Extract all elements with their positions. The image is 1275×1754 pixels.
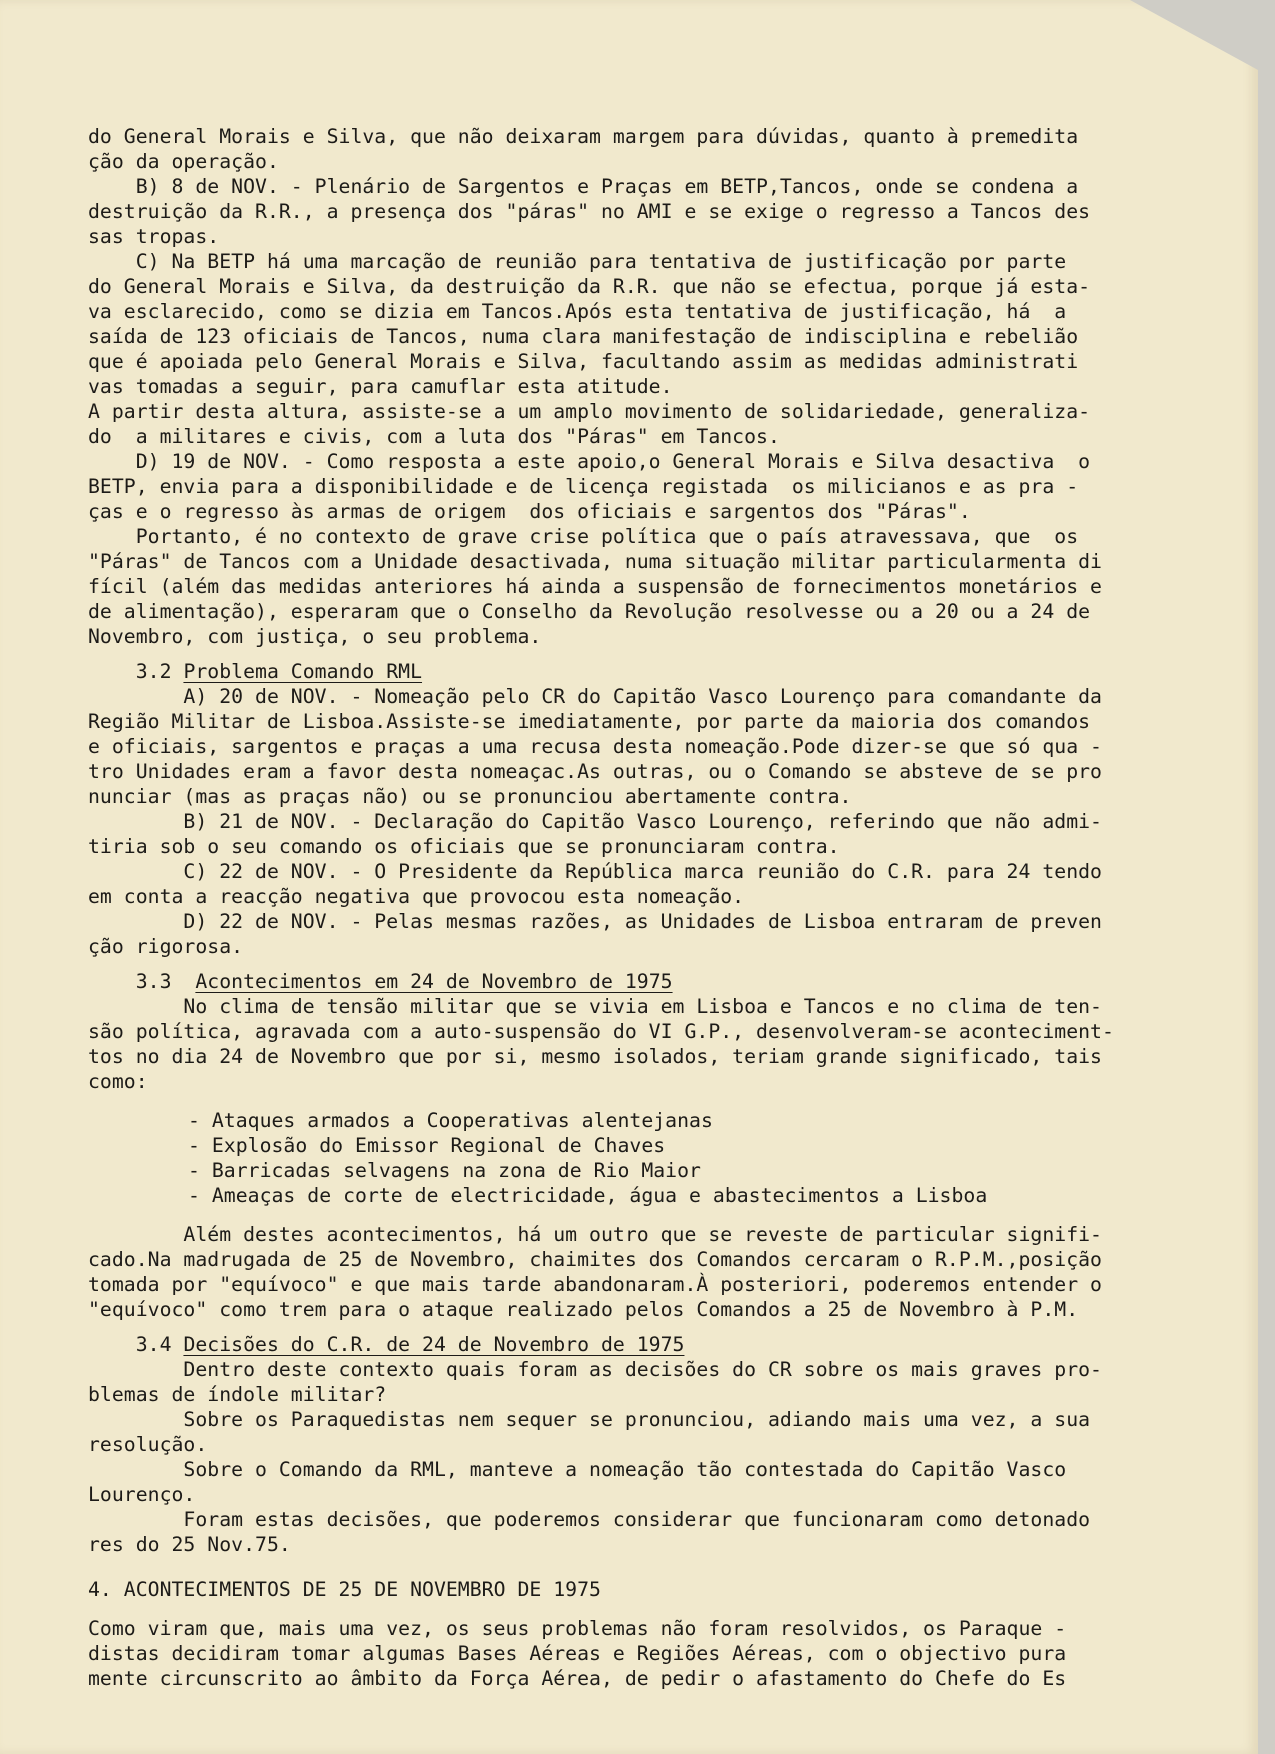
text-line: BETP, envia para a disponibilidade e de licença registada os milicianos e as pra - xyxy=(88,475,1079,498)
section-title: Acontecimentos em 24 de Novembro de 1975 xyxy=(195,970,673,993)
text-line: blemas de índole militar? xyxy=(88,1383,387,1406)
text-line: mente circunscrito ao âmbito da Força Aérea, de pedir o afastamento do Chefe do Es xyxy=(88,1667,1067,1690)
text-line: D) 22 de NOV. - Pelas mesmas razões, as Unidades de Lisboa entraram de preven xyxy=(88,910,1102,933)
text-line: No clima de tensão militar que se vivia em Lisboa e Tancos e no clima de ten- xyxy=(88,995,1102,1018)
text-line: "equívoco" como trem para o ataque realizado pelos Comandos a 25 de Novembro à P.M. xyxy=(88,1298,1079,1321)
section-title: Problema Comando RML xyxy=(183,660,423,683)
text-line: do General Morais e Silva, da destruição da R.R. que não se efectua, porque já esta- xyxy=(88,275,1091,298)
text-line: B) 8 de NOV. - Plenário de Sargentos e Praças em BETP,Tancos, onde se condena a xyxy=(88,175,1079,198)
text-line: nunciar (mas as praças não) ou se pronunciou abertamente contra. xyxy=(88,785,852,808)
text-line: A partir desta altura, assiste-se a um amplo movimento de solidariedade, generaliza- xyxy=(88,400,1091,423)
text-line: fícil (além das medidas anteriores há ainda a suspensão de fornecimentos monetários e xyxy=(88,575,1102,598)
text-line: em conta a reacção negativa que provocou esta nomeação. xyxy=(88,885,745,908)
list-item: - Barricadas selvagens na zona de Rio Maior xyxy=(188,1159,701,1182)
text-line: B) 21 de NOV. - Declaração do Capitão Vasco Lourenço, referindo que não admi- xyxy=(88,810,1102,833)
section-heading-3-2 xyxy=(88,659,1168,684)
text-line: são política, agravada com a auto-suspensão do VI G.P., desenvolveram-se aconteciment- xyxy=(88,1020,1114,1043)
paragraph-c-betp xyxy=(88,249,1168,449)
section-number: 3.3 xyxy=(88,970,196,993)
section-heading-3-3 xyxy=(88,969,1168,994)
text-line: e oficiais, sargentos e praças a uma recusa desta nomeação.Pode dizer-se que só qua - xyxy=(88,735,1102,758)
text-line: tiria sob o seu comando os oficiais que se pronunciaram contra. xyxy=(88,835,840,858)
text-line: cado.Na madrugada de 25 de Novembro, chaimites dos Comandos cercaram o R.P.M.,posição xyxy=(88,1248,1102,1271)
text-line: Região Militar de Lisboa.Assiste-se imediatamente, por parte da maioria dos comandos xyxy=(88,710,1091,733)
section-heading-3-4 xyxy=(88,1332,1168,1357)
text-line: Novembro, com justiça, o seu problema. xyxy=(88,625,542,648)
text-line: do a militares e civis, com a luta dos "Páras" em Tancos. xyxy=(88,425,780,448)
text-line: destruição da R.R., a presença dos "páras" no AMI e se exige o regresso a Tancos des xyxy=(88,200,1091,223)
text-line: Foram estas decisões, que poderemos considerar que funcionaram como detonado xyxy=(88,1508,1091,1531)
paragraph-d-19-nov xyxy=(88,449,1168,524)
text-line: Sobre os Paraquedistas nem sequer se pronunciou, adiando mais uma vez, a sua xyxy=(88,1408,1091,1431)
text-line: tomada por "equívoco" e que mais tarde abandonaram.À posteriori, poderemos entender o xyxy=(88,1273,1102,1296)
text-line: vas tomadas a seguir, para camuflar esta atitude. xyxy=(88,375,673,398)
text-line: de alimentação), esperaram que o Conselho da Revolução resolvesse ou a 20 ou a 24 de xyxy=(88,600,1091,623)
text-line: ção rigorosa. xyxy=(88,935,244,958)
text-line: C) 22 de NOV. - O Presidente da República marca reunião do C.R. para 24 tendo xyxy=(88,860,1102,883)
section-title: Decisões do C.R. de 24 de Novembro de 1975 xyxy=(183,1333,685,1356)
document-body xyxy=(88,124,1168,1691)
text-line: "Páras" de Tancos com a Unidade desactivada, numa situação militar particularmenta di xyxy=(88,550,1102,573)
text-line: saída de 123 oficiais de Tancos, numa clara manifestação de indisciplina e rebelião xyxy=(88,325,1079,348)
bullet-list xyxy=(88,1108,1168,1208)
text-line: D) 19 de NOV. - Como resposta a este apoio,o General Morais e Silva desactiva o xyxy=(88,450,1091,473)
section-4-body xyxy=(88,1616,1168,1691)
text-line: Dentro deste contexto quais foram as decisões do CR sobre os mais graves pro- xyxy=(88,1358,1102,1381)
text-line: res do 25 Nov.75. xyxy=(88,1533,291,1556)
text-line: Sobre o Comando da RML, manteve a nomeação tão contestada do Capitão Vasco xyxy=(88,1458,1067,1481)
text-line: resolução. xyxy=(88,1433,208,1456)
text-line: distas decidiram tomar algumas Bases Aéreas e Regiões Aéreas, com o objectivo pura xyxy=(88,1642,1067,1665)
section-heading-4: 4. ACONTECIMENTOS DE 25 DE NOVEMBRO DE 1975 xyxy=(88,1578,601,1601)
list-item: - Ameaças de corte de electricidade, água e abastecimentos a Lisboa xyxy=(188,1184,988,1207)
paragraph-opening xyxy=(88,124,1168,174)
text-line: que é apoiada pelo General Morais e Silva, facultando assim as medidas administrati xyxy=(88,350,1079,373)
text-line: A) 20 de NOV. - Nomeação pelo CR do Capitão Vasco Lourenço para comandante da xyxy=(88,685,1102,708)
paragraph-alem-destes xyxy=(88,1222,1168,1322)
text-line: do General Morais e Silva, que não deixaram margem para dúvidas, quanto à premedita xyxy=(88,125,1079,148)
section-number: 3.2 xyxy=(88,660,184,683)
section-3-4-body xyxy=(88,1357,1168,1557)
text-line: Além destes acontecimentos, há um outro que se reveste de particular signifi- xyxy=(88,1223,1102,1246)
paragraph-portanto xyxy=(88,524,1168,649)
text-line: va esclarecido, como se dizia em Tancos.Após esta tentativa de justificação, há a xyxy=(88,300,1067,323)
text-line: ças e o regresso às armas de origem dos oficiais e sargentos dos "Páras". xyxy=(88,500,971,523)
section-number: 3.4 xyxy=(88,1333,184,1356)
text-line: C) Na BETP há uma marcação de reunião para tentativa de justificação por parte xyxy=(88,250,1067,273)
text-line: como: xyxy=(88,1070,148,1093)
section-3-3-body xyxy=(88,994,1168,1322)
list-item: - Ataques armados a Cooperativas alentejanas xyxy=(188,1109,713,1132)
text-line: Portanto, é no contexto de grave crise política que o país atravessava, que os xyxy=(88,525,1079,548)
text-line: ção da operação. xyxy=(88,150,279,173)
section-3-2-body xyxy=(88,684,1168,959)
text-line: tro Unidades eram a favor desta nomeaçac.As outras, ou o Comando se absteve de se pro xyxy=(88,760,1102,783)
text-line: sas tropas. xyxy=(88,225,220,248)
text-line: Como viram que, mais uma vez, os seus problemas não foram resolvidos, os Paraque - xyxy=(88,1617,1067,1640)
list-item: - Explosão do Emissor Regional de Chaves xyxy=(188,1134,666,1157)
paragraph-b-8-nov xyxy=(88,174,1168,249)
text-line: tos no dia 24 de Novembro que por si, mesmo isolados, teriam grande significado, tais xyxy=(88,1045,1102,1068)
text-line: Lourenço. xyxy=(88,1483,196,1506)
